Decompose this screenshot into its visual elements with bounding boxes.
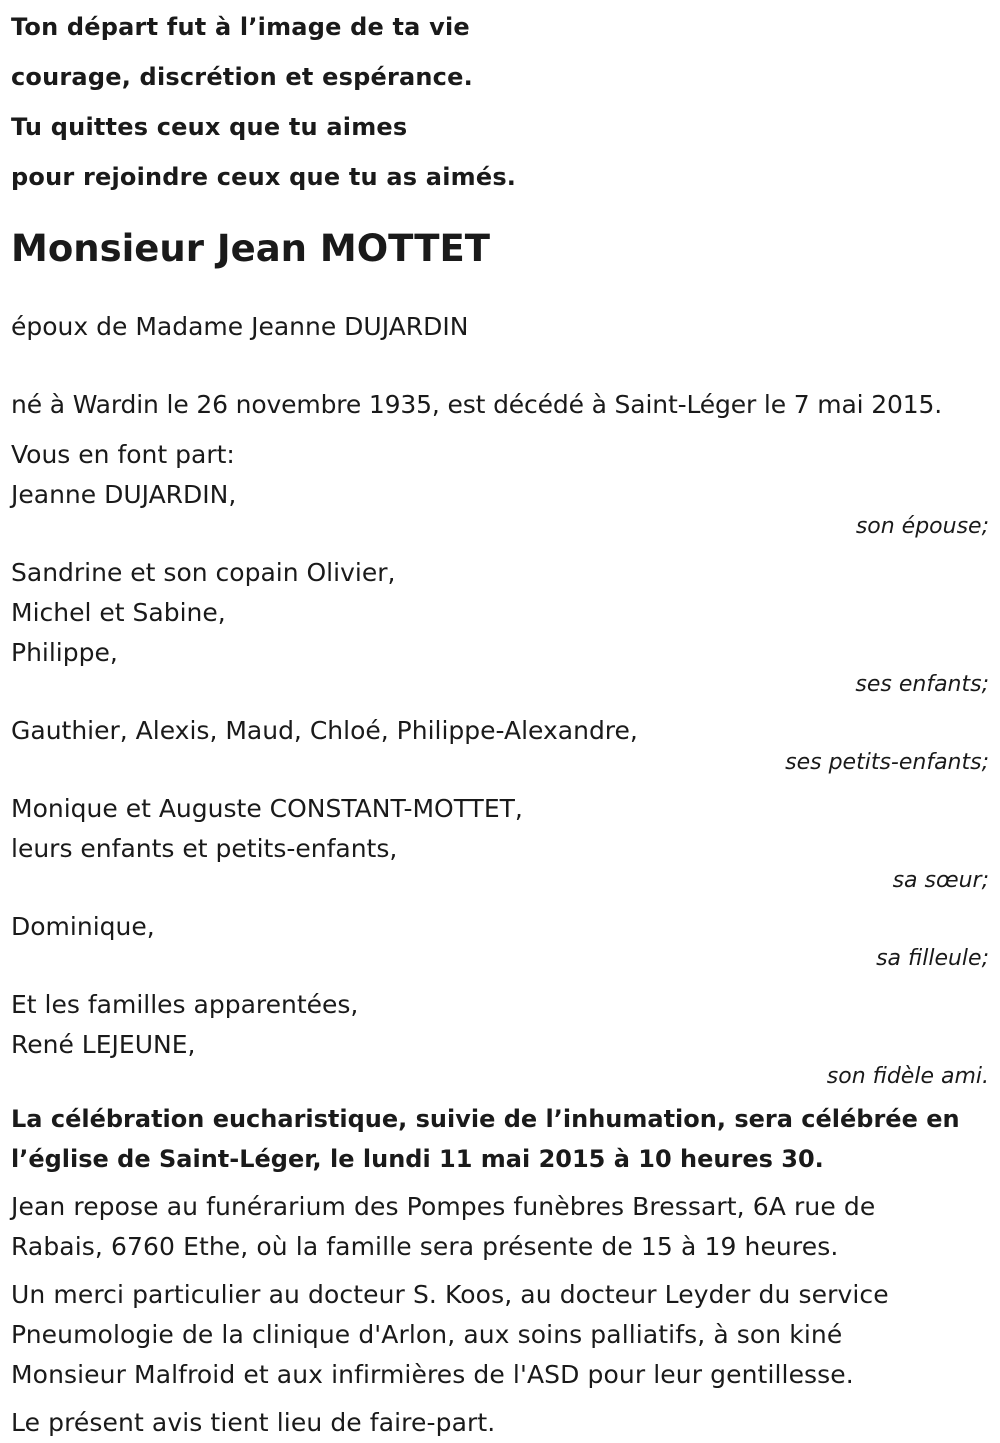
thanks-line: Un merci particulier au docteur S. Koos, au docteur Leyder du service xyxy=(11,1280,889,1309)
poem-line: courage, discrétion et espérance. xyxy=(11,63,473,91)
relation-label: sa filleule; xyxy=(876,946,989,971)
thanks-line: Pneumologie de la clinique d'Arlon, aux soins palliatifs, à son kiné xyxy=(11,1320,843,1349)
relation-label: ses petits-enfants; xyxy=(785,750,989,775)
mourner-group-children xyxy=(11,553,989,697)
mourner-line: Sandrine et son copain Olivier, xyxy=(11,558,396,587)
funeral-home-line: Jean repose au funérarium des Pompes funèbres Bressart, 6A rue de xyxy=(11,1192,876,1221)
funeral-home-paragraph xyxy=(11,1187,989,1267)
mourners-section xyxy=(11,435,989,1089)
mourner-line: Monique et Auguste CONSTANT-MOTTET, xyxy=(11,794,523,823)
mourner-group-goddaughter xyxy=(11,907,989,971)
mourner-group-sister xyxy=(11,789,989,893)
mourner-line: Philippe, xyxy=(11,638,118,667)
obituary-notice xyxy=(11,0,989,1443)
spouse-of: époux de Madame Jeanne DUJARDIN xyxy=(11,312,469,341)
mourners-intro: Vous en font part: xyxy=(11,440,235,469)
mourner-line: Jeanne DUJARDIN, xyxy=(11,480,237,509)
mourner-group-grandchildren xyxy=(11,711,989,775)
ceremony-line: l’église de Saint-Léger, le lundi 11 mai 2015 à 10 heures 30. xyxy=(11,1145,824,1173)
notice-paragraph: Le présent avis tient lieu de faire-part. xyxy=(11,1408,496,1437)
relation-label: sa sœur; xyxy=(892,868,989,893)
poem-line: pour rejoindre ceux que tu as aimés. xyxy=(11,163,517,191)
mourner-group-spouse xyxy=(11,475,989,539)
relation-label: ses enfants; xyxy=(855,672,989,697)
thanks-line: Monsieur Malfroid et aux infirmières de l'ASD pour leur gentillesse. xyxy=(11,1360,854,1389)
birth-death-line: né à Wardin le 26 novembre 1935, est décédé à Saint-Léger le 7 mai 2015. xyxy=(11,390,943,419)
relation-label: son épouse; xyxy=(855,514,989,539)
poem-line: Tu quittes ceux que tu aimes xyxy=(11,113,408,141)
epitaph-poem xyxy=(11,0,989,202)
ceremony-announcement xyxy=(11,1099,989,1179)
funeral-home-line: Rabais, 6760 Ethe, où la famille sera présente de 15 à 19 heures. xyxy=(11,1232,839,1261)
ceremony-line: La célébration eucharistique, suivie de l’inhumation, sera célébrée en xyxy=(11,1105,960,1133)
mourner-line: Gauthier, Alexis, Maud, Chloé, Philippe-Alexandre, xyxy=(11,716,638,745)
mourner-line: leurs enfants et petits-enfants, xyxy=(11,834,398,863)
deceased-name: Monsieur Jean MOTTET xyxy=(11,227,491,270)
thanks-paragraph xyxy=(11,1275,989,1395)
relation-label: son fidèle ami. xyxy=(826,1064,989,1089)
mourner-line: Et les familles apparentées, xyxy=(11,990,359,1019)
poem-line: Ton départ fut à l’image de ta vie xyxy=(11,13,470,41)
mourner-group-friend xyxy=(11,985,989,1089)
mourner-line: Dominique, xyxy=(11,912,155,941)
mourner-line: René LEJEUNE, xyxy=(11,1030,196,1059)
mourner-line: Michel et Sabine, xyxy=(11,598,226,627)
